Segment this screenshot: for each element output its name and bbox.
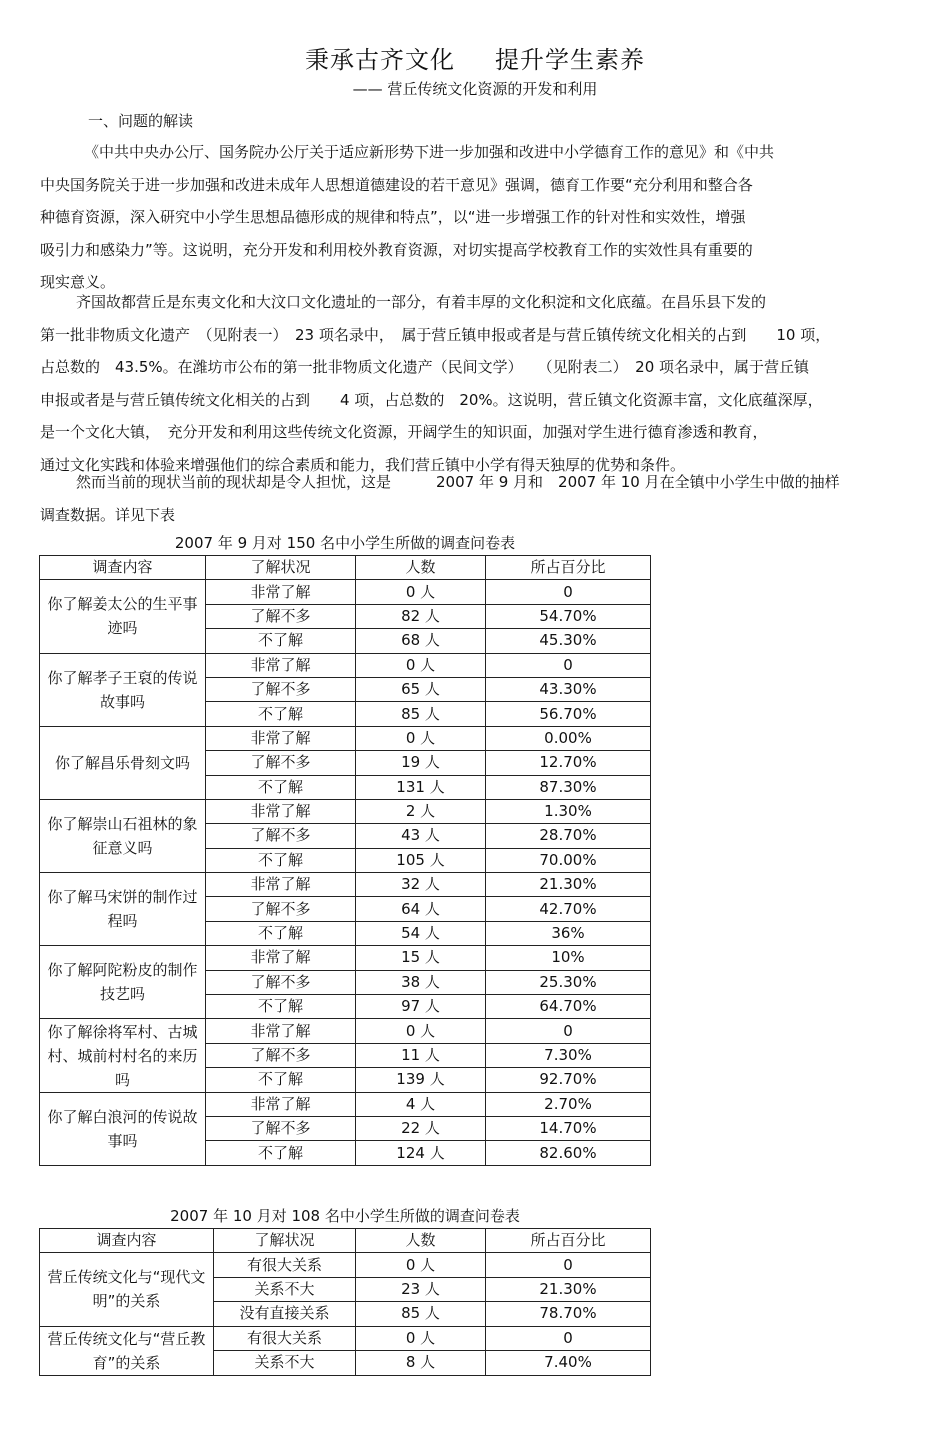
awareness-cell: 不了解: [206, 1068, 356, 1092]
count-cell: 0 人: [356, 653, 486, 677]
awareness-cell: 关系不大: [214, 1277, 356, 1301]
percent-cell: 21.30%: [486, 873, 651, 897]
percent-cell: 82.60%: [486, 1141, 651, 1165]
percent-cell: 42.70%: [486, 897, 651, 921]
count-cell: 124 人: [356, 1141, 486, 1165]
text-line: 通过文化实践和体验来增强他们的综合素质和能力，我们营丘镇中小学有得天独厚的优势和条件。: [40, 455, 686, 474]
percent-cell: 56.70%: [486, 702, 651, 726]
awareness-cell: 非常了解: [206, 946, 356, 970]
title-part-2: 提升学生素养: [495, 46, 645, 74]
text-line: 现实意义。: [40, 273, 116, 291]
text-line: 吸引力和感染力”等。这说明，充分开发和利用校外教育资源，对切实提高学校教育工作的实效性具有重要的: [40, 240, 753, 259]
awareness-cell: 非常了解: [206, 873, 356, 897]
percent-cell: 28.70%: [486, 824, 651, 848]
text-line: 种德育资源，深入研究中小学生思想品德形成的规律和特点”，以“进一步增强工作的针对性和实效性，增强: [40, 208, 746, 226]
awareness-cell: 关系不大: [214, 1351, 356, 1376]
count-cell: 64 人: [356, 897, 486, 921]
awareness-cell: 不了解: [206, 775, 356, 799]
percent-cell: 36%: [486, 921, 651, 945]
percent-cell: 10%: [486, 946, 651, 970]
count-cell: 38 人: [356, 970, 486, 994]
awareness-cell: 非常了解: [206, 1092, 356, 1116]
percent-cell: 21.30%: [486, 1277, 651, 1301]
percent-cell: 0: [486, 653, 651, 677]
awareness-cell: 了解不多: [206, 1116, 356, 1140]
count-cell: 11 人: [356, 1043, 486, 1067]
text-line: 中央国务院关于进一步加强和改进未成年人思想道德建设的若干意见》强调，德育工作要“充分利用和整合各: [40, 175, 753, 194]
count-cell: 19 人: [356, 751, 486, 775]
table-row: [40, 946, 651, 970]
survey-question-cell: 你了解阿陀粉皮的制作技艺吗: [40, 946, 206, 1019]
count-cell: 32 人: [356, 873, 486, 897]
percent-cell: 0: [486, 1019, 651, 1043]
table-row: [40, 580, 651, 604]
table-row: [40, 1092, 651, 1116]
document-subtitle: —— 营丘传统文化资源的开发和利用: [352, 80, 598, 98]
paragraph-3: [40, 466, 900, 531]
column-header: 调查内容: [40, 1229, 214, 1253]
awareness-cell: 非常了解: [206, 580, 356, 604]
percent-cell: 25.30%: [486, 970, 651, 994]
table-row: [40, 726, 651, 750]
awareness-cell: 不了解: [206, 1141, 356, 1165]
column-header: 了解状况: [206, 556, 356, 580]
count-cell: 131 人: [356, 775, 486, 799]
awareness-cell: 不了解: [206, 921, 356, 945]
percent-cell: 7.40%: [486, 1351, 651, 1376]
column-header: 人数: [356, 1229, 486, 1253]
percent-cell: 0: [486, 580, 651, 604]
count-cell: 0 人: [356, 726, 486, 750]
text-line: 是一个文化大镇， 充分开发和利用这些传统文化资源，开阔学生的知识面，加强对学生进行德育渗透和教育，: [40, 423, 768, 441]
awareness-cell: 了解不多: [206, 751, 356, 775]
percent-cell: 0: [486, 1326, 651, 1351]
count-cell: 22 人: [356, 1116, 486, 1140]
column-header: 人数: [356, 556, 486, 580]
percent-cell: 43.30%: [486, 677, 651, 701]
count-cell: 139 人: [356, 1068, 486, 1092]
survey-question-cell: 营丘传统文化与“现代文明”的关系: [40, 1253, 214, 1326]
count-cell: 82 人: [356, 604, 486, 628]
table-header-row: [40, 1229, 651, 1253]
document-title: [0, 40, 950, 75]
paragraph-2: [40, 286, 900, 481]
title-part-1: 秉承古齐文化: [305, 46, 455, 74]
survey-question-cell: 你了解白浪河的传说故事吗: [40, 1092, 206, 1165]
count-cell: 0 人: [356, 580, 486, 604]
table-header-row: [40, 556, 651, 580]
awareness-cell: 没有直接关系: [214, 1302, 356, 1326]
survey-table-1: [39, 555, 651, 1166]
count-cell: 97 人: [356, 995, 486, 1019]
count-cell: 105 人: [356, 848, 486, 872]
text-line: 申报或者是与营丘镇传统文化相关的占到 4 项，占总数的 20%。这说明，营丘镇文化资源丰富，文化底蕴深厚，: [40, 390, 823, 409]
survey-question-cell: 你了解徐将军村、古城村、城前村村名的来历吗: [40, 1019, 206, 1092]
count-cell: 68 人: [356, 629, 486, 653]
section-heading: 一、问题的解读: [88, 112, 194, 130]
survey-question-cell: 你了解孝子王裒的传说故事吗: [40, 653, 206, 726]
count-cell: 15 人: [356, 946, 486, 970]
awareness-cell: 了解不多: [206, 1043, 356, 1067]
count-cell: 0 人: [356, 1253, 486, 1277]
percent-cell: 54.70%: [486, 604, 651, 628]
survey-question-cell: 你了解崇山石祖林的象征意义吗: [40, 799, 206, 872]
awareness-cell: 了解不多: [206, 604, 356, 628]
percent-cell: 70.00%: [486, 848, 651, 872]
awareness-cell: 了解不多: [206, 970, 356, 994]
count-cell: 4 人: [356, 1092, 486, 1116]
table-row: [40, 1326, 651, 1351]
survey-question-cell: 你了解姜太公的生平事迹吗: [40, 580, 206, 653]
percent-cell: 1.30%: [486, 799, 651, 823]
text-line: 占总数的 43.5%。在潍坊市公布的第一批非物质文化遗产（民间文学） （见附表二） 20 项名录中，属于营丘镇: [40, 358, 810, 376]
awareness-cell: 非常了解: [206, 1019, 356, 1043]
awareness-cell: 了解不多: [206, 897, 356, 921]
count-cell: 2 人: [356, 799, 486, 823]
percent-cell: 45.30%: [486, 629, 651, 653]
table-row: [40, 1253, 651, 1277]
percent-cell: 0.00%: [486, 726, 651, 750]
awareness-cell: 不了解: [206, 702, 356, 726]
count-cell: 54 人: [356, 921, 486, 945]
text-line: 《中共中央办公厅、国务院办公厅关于适应新形势下进一步加强和改进中小学德育工作的意见》和《中共: [84, 143, 775, 161]
percent-cell: 7.30%: [486, 1043, 651, 1067]
percent-cell: 92.70%: [486, 1068, 651, 1092]
survey-question-cell: 你了解马宋饼的制作过程吗: [40, 873, 206, 946]
awareness-cell: 不了解: [206, 848, 356, 872]
percent-cell: 0: [486, 1253, 651, 1277]
text-line: 第一批非物质文化遗产 （见附表一） 23 项名录中， 属于营丘镇申报或者是与营丘镇传统文化相关的占到 10 项，: [40, 325, 831, 344]
awareness-cell: 有很大关系: [214, 1253, 356, 1277]
table-1-caption: 2007 年 9 月对 150 名中小学生所做的调查问卷表: [174, 534, 516, 552]
awareness-cell: 了解不多: [206, 824, 356, 848]
awareness-cell: 不了解: [206, 995, 356, 1019]
paragraph-1: [40, 136, 900, 299]
count-cell: 23 人: [356, 1277, 486, 1301]
awareness-cell: 不了解: [206, 629, 356, 653]
survey-table-2: [39, 1228, 651, 1376]
survey-question-cell: 你了解昌乐骨刻文吗: [40, 726, 206, 799]
count-cell: 65 人: [356, 677, 486, 701]
count-cell: 43 人: [356, 824, 486, 848]
table-row: [40, 653, 651, 677]
percent-cell: 78.70%: [486, 1302, 651, 1326]
percent-cell: 64.70%: [486, 995, 651, 1019]
column-header: 调查内容: [40, 556, 206, 580]
percent-cell: 87.30%: [486, 775, 651, 799]
count-cell: 8 人: [356, 1351, 486, 1376]
table-row: [40, 799, 651, 823]
awareness-cell: 了解不多: [206, 677, 356, 701]
awareness-cell: 非常了解: [206, 799, 356, 823]
text-line: 齐国故都营丘是东夷文化和大汶口文化遗址的一部分，有着丰厚的文化积淀和文化底蕴。在昌乐县下发的: [76, 293, 767, 311]
percent-cell: 12.70%: [486, 751, 651, 775]
column-header: 了解状况: [214, 1229, 356, 1253]
table-row: [40, 873, 651, 897]
awareness-cell: 非常了解: [206, 653, 356, 677]
awareness-cell: 有很大关系: [214, 1326, 356, 1351]
text-line: 然而当前的现状当前的现状却是令人担忧，这是 2007 年 9 月和 2007 年 10 月在全镇中小学生中做的抽样: [76, 473, 840, 491]
count-cell: 0 人: [356, 1326, 486, 1351]
column-header: 所占百分比: [486, 1229, 651, 1253]
text-line: 调查数据。详见下表: [40, 505, 176, 524]
percent-cell: 14.70%: [486, 1116, 651, 1140]
table-2-caption: 2007 年 10 月对 108 名中小学生所做的调查问卷表: [170, 1207, 520, 1225]
table-row: [40, 1019, 651, 1043]
awareness-cell: 非常了解: [206, 726, 356, 750]
survey-question-cell: 营丘传统文化与“营丘教育”的关系: [40, 1326, 214, 1375]
count-cell: 85 人: [356, 1302, 486, 1326]
count-cell: 0 人: [356, 1019, 486, 1043]
count-cell: 85 人: [356, 702, 486, 726]
percent-cell: 2.70%: [486, 1092, 651, 1116]
column-header: 所占百分比: [486, 556, 651, 580]
